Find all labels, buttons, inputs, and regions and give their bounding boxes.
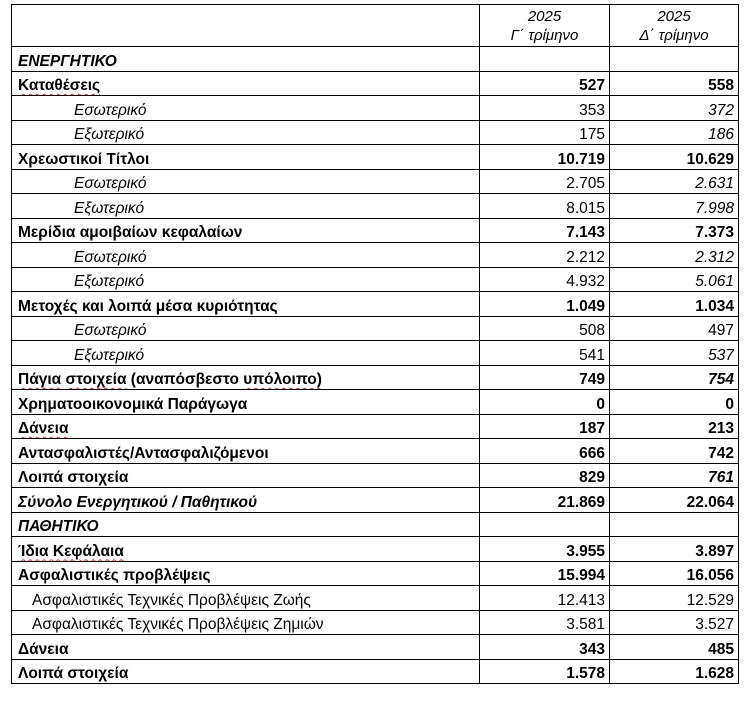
empty-cell [610, 512, 739, 537]
header-row [12, 5, 739, 47]
row-label-word: στοιχεία [65, 371, 127, 388]
table-row [12, 71, 739, 96]
section-row-liabilities [12, 512, 739, 537]
table-row [12, 292, 739, 317]
row-label-text: Δάνεια [18, 420, 69, 437]
row-label: Χρεωστικοί Τίτλοι [12, 145, 480, 170]
value-q4: 22.064 [610, 488, 739, 513]
value-q4: 10.629 [610, 145, 739, 170]
value-q4: 12.529 [610, 586, 739, 611]
value-q3: 175 [480, 120, 610, 145]
total-row [12, 488, 739, 513]
header-q3-year: 2025 [527, 8, 562, 25]
value-q4: 1.034 [610, 292, 739, 317]
table-row [12, 194, 739, 219]
row-label: Μερίδια αμοιβαίων κεφαλαίων [12, 218, 480, 243]
row-label: Χρηματοοικονομικά Παράγωγα [12, 390, 480, 415]
table-row [12, 610, 739, 635]
section-title-assets: ΕΝΕΡΓΗΤΙΚΟ [12, 47, 480, 72]
value-q4: 558 [610, 71, 739, 96]
table-row [12, 96, 739, 121]
table-row [12, 390, 739, 415]
value-q4: 742 [610, 439, 739, 464]
row-label: Μετοχές και λοιπά μέσα κυριότητας [12, 292, 480, 317]
value-q3: 4.932 [480, 267, 610, 292]
row-label: Λοιπά στοιχεία [12, 463, 480, 488]
value-q3: 541 [480, 341, 610, 366]
table-row [12, 243, 739, 268]
table-row [12, 561, 739, 586]
header-q4 [610, 5, 739, 47]
table-row [12, 463, 739, 488]
value-q3: 3.955 [480, 537, 610, 562]
header-q4-year: 2025 [657, 8, 691, 25]
table-row [12, 414, 739, 439]
section-title-liabilities: ΠΑΘΗΤΙΚΟ [12, 512, 480, 537]
row-label: Ασφαλιστικές Τεχνικές Προβλέψεις Ζημιών [12, 610, 480, 635]
value-q3: 8.015 [480, 194, 610, 219]
value-q4: 7.373 [610, 218, 739, 243]
table-row [12, 316, 739, 341]
value-q4: 372 [610, 96, 739, 121]
value-q4: 16.056 [610, 561, 739, 586]
table-row [12, 267, 739, 292]
value-q4: 213 [610, 414, 739, 439]
row-label: Εξωτερικό [12, 341, 480, 366]
table-row [12, 145, 739, 170]
value-q4: 3.527 [610, 610, 739, 635]
row-label [12, 365, 480, 390]
row-label-text: Ίδια Κεφάλαια [18, 542, 124, 560]
table-row [12, 365, 739, 390]
value-q3: 353 [480, 96, 610, 121]
value-q4: 485 [610, 635, 739, 660]
row-label-text: Καταθέσεις [18, 77, 101, 94]
table-row [12, 635, 739, 660]
table-row [12, 218, 739, 243]
value-q3: 7.143 [480, 218, 610, 243]
value-q4: 186 [610, 120, 739, 145]
table-row [12, 439, 739, 464]
table-row [12, 659, 739, 684]
value-q4: 7.998 [610, 194, 739, 219]
value-q3: 343 [480, 635, 610, 660]
value-q3: 2.212 [480, 243, 610, 268]
row-label: Δάνεια [12, 635, 480, 660]
value-q3: 527 [480, 71, 610, 96]
table-row [12, 537, 739, 562]
table-row [12, 341, 739, 366]
value-q3: 829 [480, 463, 610, 488]
value-q4: 2.631 [610, 169, 739, 194]
value-q4: 0 [610, 390, 739, 415]
value-q3: 21.869 [480, 488, 610, 513]
row-label: Αντασφαλιστές/Αντασφαλιζόμενοι [12, 439, 480, 464]
value-q4: 1.628 [610, 659, 739, 684]
table-row [12, 586, 739, 611]
value-q3: 12.413 [480, 586, 610, 611]
value-q4: 497 [610, 316, 739, 341]
row-label [12, 537, 480, 562]
table-row [12, 169, 739, 194]
value-q3: 508 [480, 316, 610, 341]
table-row [12, 120, 739, 145]
row-label [12, 414, 480, 439]
value-q3: 3.581 [480, 610, 610, 635]
value-q3: 10.719 [480, 145, 610, 170]
balance-sheet-table [11, 4, 739, 684]
value-q3: 2.705 [480, 169, 610, 194]
empty-cell [480, 512, 610, 537]
row-label: Εσωτερικό [12, 96, 480, 121]
value-q3: 0 [480, 390, 610, 415]
header-q3 [480, 5, 610, 47]
header-q4-period: Δ΄ τρίμηνο [639, 27, 709, 44]
empty-cell [610, 47, 739, 72]
value-q3: 749 [480, 365, 610, 390]
row-label: Ασφαλιστικές Τεχνικές Προβλέψεις Ζωής [12, 586, 480, 611]
value-q3: 666 [480, 439, 610, 464]
value-q3: 187 [480, 414, 610, 439]
row-label-word: (αναπόσβεστο [130, 371, 239, 388]
row-label-word: Πάγια [18, 371, 62, 388]
row-label: Εσωτερικό [12, 243, 480, 268]
row-label: Σύνολο Ενεργητικού / Παθητικού [12, 488, 480, 513]
value-q4: 5.061 [610, 267, 739, 292]
value-q4: 754 [610, 365, 739, 390]
value-q4: 537 [610, 341, 739, 366]
value-q4: 2.312 [610, 243, 739, 268]
header-label-cell [12, 5, 480, 47]
value-q3: 1.049 [480, 292, 610, 317]
value-q4: 761 [610, 463, 739, 488]
row-label: Εσωτερικό [12, 316, 480, 341]
row-label: Λοιπά στοιχεία [12, 659, 480, 684]
row-label: Εσωτερικό [12, 169, 480, 194]
row-label: Εξωτερικό [12, 194, 480, 219]
empty-cell [480, 47, 610, 72]
section-row-assets [12, 47, 739, 72]
header-q3-period: Γ΄ τρίμηνο [510, 27, 579, 44]
row-label [12, 71, 480, 96]
row-label-word: υπόλοιπο) [243, 371, 322, 388]
value-q3: 15.994 [480, 561, 610, 586]
row-label: Ασφαλιστικές προβλέψεις [12, 561, 480, 586]
value-q4: 3.897 [610, 537, 739, 562]
row-label: Εξωτερικό [12, 267, 480, 292]
value-q3: 1.578 [480, 659, 610, 684]
row-label: Εξωτερικό [12, 120, 480, 145]
